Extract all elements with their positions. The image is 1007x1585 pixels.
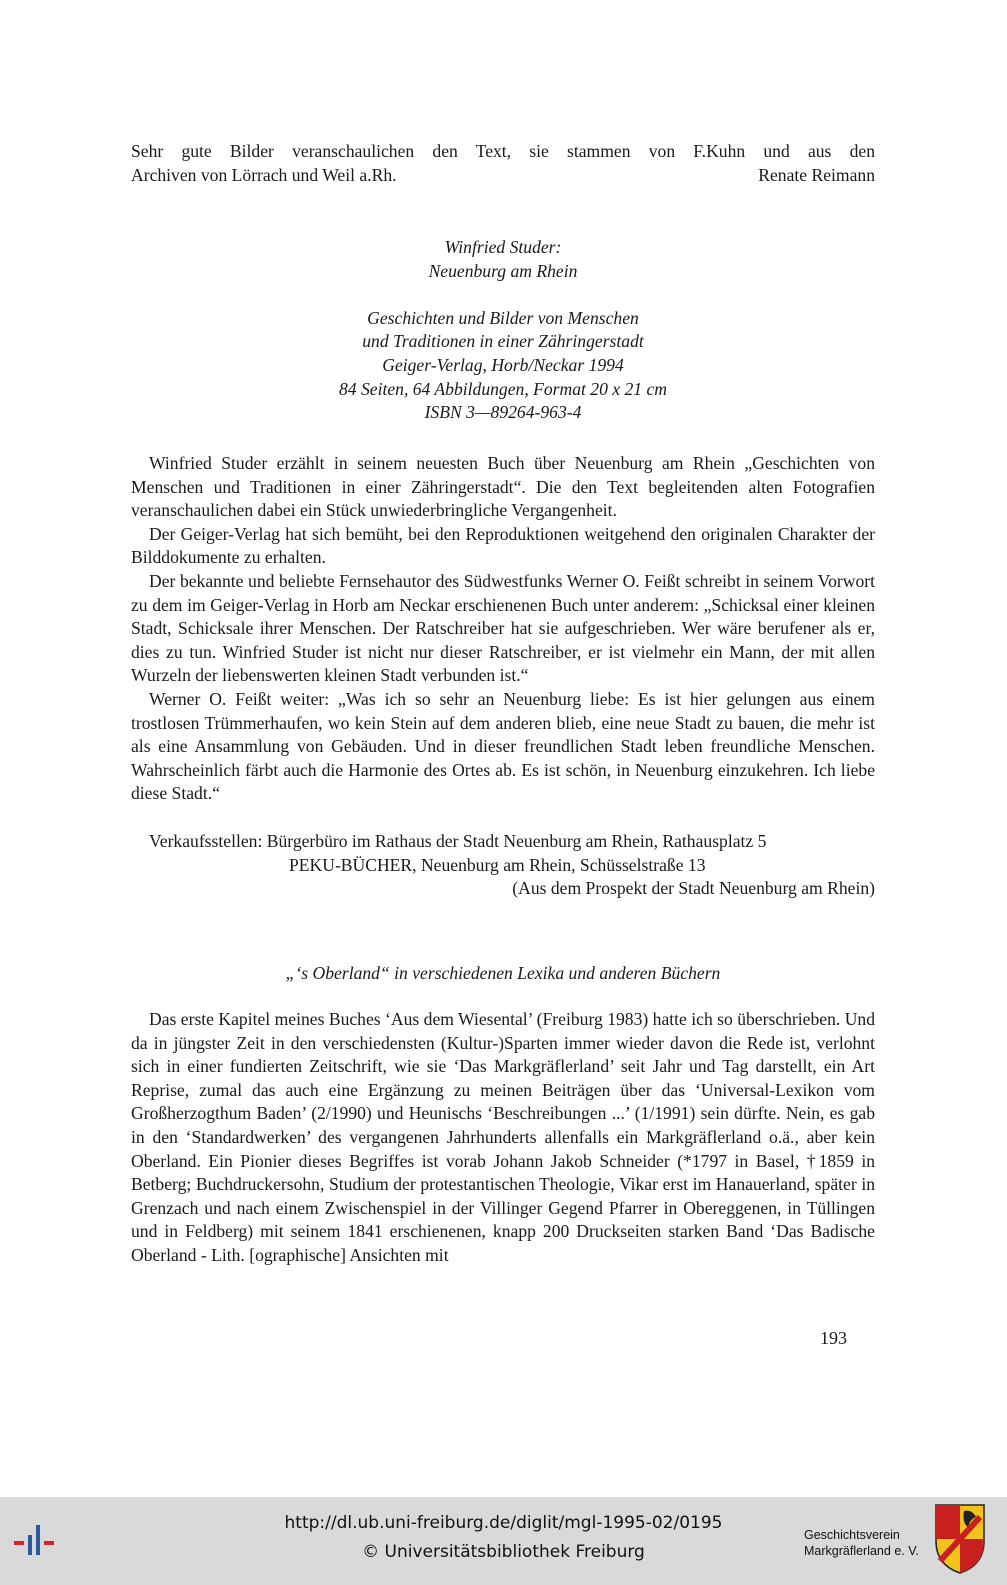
review-signature: Renate Reimann [758, 164, 875, 185]
copyright-notice: © Universitätsbibliothek Freiburg [362, 1542, 645, 1562]
book-isbn: ISBN 3—89264-963-4 [424, 402, 582, 423]
sales-point-1: Verkaufsstellen: Bürgerbüro im Rathaus der Stadt Neuenburg am Rhein, Rathausplatz 5 [149, 831, 767, 851]
book-format: 84 Seiten, 64 Abbildungen, Format 20 x 21 cm [338, 378, 668, 399]
society-name-line-2: Markgräflerland e. V. [804, 1544, 919, 1558]
intro-line-2: Archiven von Lörrach und Weil a.Rh. [131, 164, 397, 185]
sales-points [131, 830, 875, 901]
book-title: Neuenburg am Rhein [428, 260, 578, 281]
book-subtitle-1: Geschichten und Bilder von Menschen [367, 307, 639, 328]
review-paragraph: Der Geiger-Verlag hat sich bemüht, bei den Reproduktionen weitgehend den originalen Charakter der Bilddokumente zu erhalten. [131, 523, 875, 568]
sales-point-2: PEKU-BÜCHER, Neuenburg am Rhein, Schüsselstraße 13 [289, 854, 706, 875]
book-review [131, 452, 875, 806]
section-paragraph: Das erste Kapitel meines Buches ‘Aus dem Wiesental’ (Freiburg 1983) hatte ich so überschrieben. Und da in jüngster Zeit in den verschiedensten (Kultur-)Sparten immer wieder davon die Rede ist, verlohnt sich in einer fundierten Zeitschrift, wie sie ‘Das Markgräflerland’ seit Jahr und Tag darstellt, ein Art Reprise, zumal das auch eine Ergänzung zu meinen Beiträgen über das ‘Universal-Lexikon vom Großherzogthum Baden’ (2/1990) und Heunischs ‘Beschreibungen ...’ (1/1991) sein dürfte. Nein, es gab in den ‘Standardwerken’ des vergangenen Jahrhunderts allenfalls ein Markgräflerland o.ä., aber kein Oberland. Ein Pionier dieses Begriffes ist vorab Johann Jakob Schneider (*1797 in Basel, †1859 in Betberg; Buchdruckersohn, Studium der protestantischen Theologie, Vikar erst im Hanauerland, später in Grenzach und nach einem Zwischenspiel in der Villinger Gegend Pfarrer in Obereggenen, in Tüllingen und in Feldberg) mit seinem 1841 erschienenen, knapp 200 Druckseiten starken Band ‘Das Badische Oberland - Lith. [ographische] Ansichten mit [131, 1009, 875, 1265]
book-author: Winfried Studer: [444, 237, 562, 257]
permalink-url[interactable]: http://dl.ub.uni-freiburg.de/diglit/mgl-1995-02/0195 [284, 1513, 723, 1533]
section-title: „‘s Oberland“ in verschiedenen Lexika und anderen Büchern [285, 963, 721, 983]
intro-paragraph [131, 140, 875, 187]
review-paragraph: Der bekannte und beliebte Fernsehautor des Südwestfunks Werner O. Feißt schreibt in seinem Vorwort zu dem im Geiger-Verlag in Horb am Neckar erschienenen Buch unter anderem: „Schicksal einer kleinen Stadt, Schicksale ihrer Menschen. Der Ratschreiber hat sie aufgeschrieben. Wer wäre berufener als er, dies zu tun. Winfried Studer ist nicht nur dieser Ratschreiber, er ist vielmehr ein Mann, der mit allen Wurzeln der liebenswerten kleinen Stadt verbunden ist.“ [131, 570, 875, 686]
page-number: 193 [820, 1328, 847, 1348]
source-note: (Aus dem Prospekt der Stadt Neuenburg am Rhein) [512, 878, 875, 899]
section-body [131, 1008, 875, 1268]
society-name-line-1: Geschichtsverein [804, 1528, 900, 1542]
review-paragraph: Werner O. Feißt weiter: „Was ich so sehr an Neuenburg liebe: Es ist hier gelungen aus einem trostlosen Trümmerhaufen, wo kein Stein auf dem anderen blieb, eine neue Stadt zu bauen, die mehr ist als eine Ansammlung von Gebäuden. Und in dieser freundlichen Stadt leben freundliche Menschen. Wahrscheinlich färbt auch die Harmonie des Ortes ab. Es ist schön, in Neuenburg einzukehren. Ich liebe diese Stadt.“ [131, 688, 875, 804]
intro-line-1: Sehr gute Bilder veranschaulichen den Text, sie stammen von F.Kuhn und aus den [131, 141, 875, 161]
review-paragraph: Winfried Studer erzählt in seinem neuesten Buch über Neuenburg am Rhein „Geschichten von Menschen und Traditionen in einer Zähringerstadt“. Die den Text begleitenden alten Fotografien veranschaulichen dabei ein Stück unwiederbringliche Vergangenheit. [131, 453, 875, 521]
society-name [804, 1527, 919, 1559]
coat-of-arms-icon [934, 1503, 986, 1575]
book-header [131, 236, 875, 425]
book-publisher: Geiger-Verlag, Horb/Neckar 1994 [382, 354, 624, 375]
footer-bar [0, 1497, 1007, 1585]
book-subtitle-2: und Traditionen in einer Zähringerstadt [362, 331, 644, 352]
